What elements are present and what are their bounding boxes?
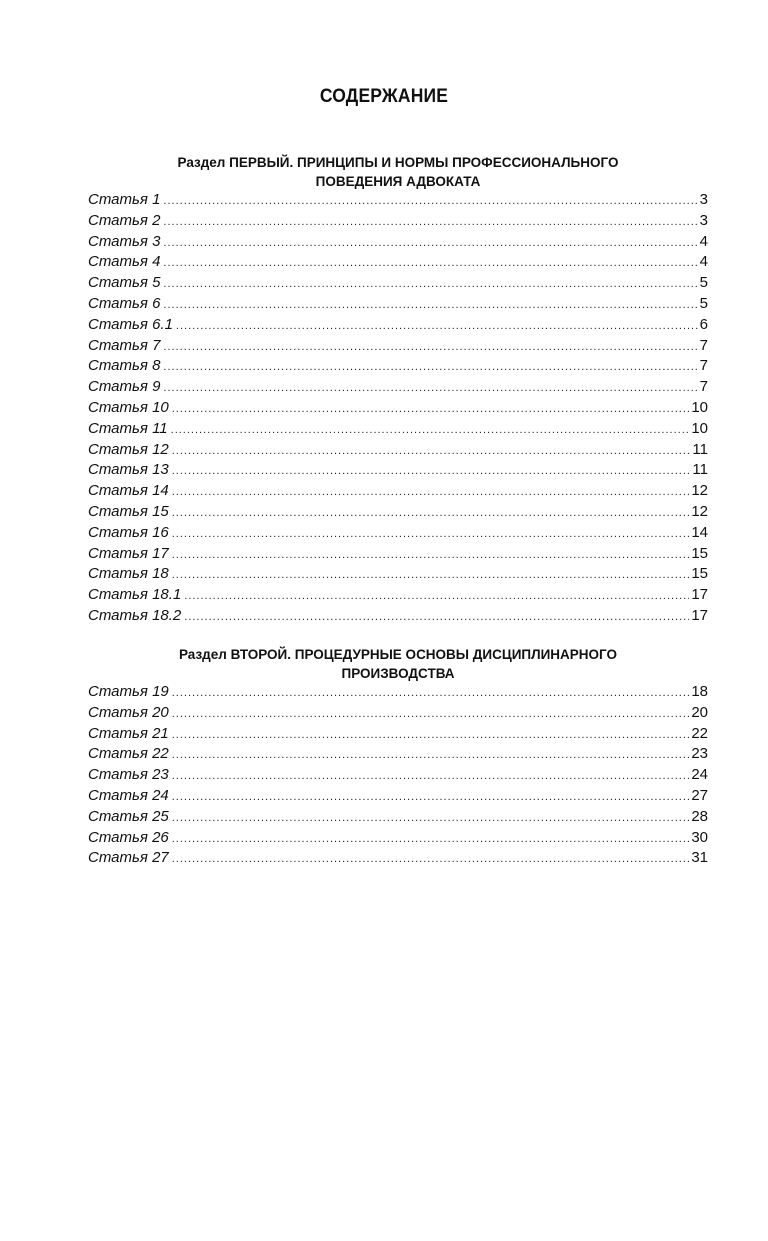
toc-entry <box>88 211 708 232</box>
toc-entry-label: Статья 22 <box>88 745 169 763</box>
toc-list-section-1 <box>88 190 708 627</box>
toc-entry <box>88 585 708 606</box>
dot-leader <box>172 683 690 704</box>
toc-entry-label: Статья 17 <box>88 544 169 562</box>
toc-entry-label: Статья 6 <box>88 294 161 312</box>
toc-entry-label: Статья 2 <box>88 211 161 229</box>
toc-entry-label: Статья 7 <box>88 336 161 354</box>
toc-entry-page-number: 28 <box>691 807 708 825</box>
toc-entry <box>88 765 708 786</box>
page-title: СОДЕРЖАНИЕ <box>319 86 449 107</box>
toc-entry-label: Статья 10 <box>88 398 169 416</box>
toc-entry <box>88 294 708 315</box>
toc-entry <box>88 419 708 440</box>
toc-entry-page-number: 31 <box>691 849 708 867</box>
dot-leader <box>171 420 690 441</box>
toc-entry-page-number: 12 <box>691 482 708 500</box>
dot-leader <box>172 565 690 586</box>
dot-leader <box>163 233 697 254</box>
toc-entry-page-number: 23 <box>691 745 708 763</box>
dot-leader <box>184 607 689 628</box>
toc-entry-page-number: 15 <box>691 544 708 562</box>
toc-entry-page-number: 7 <box>699 336 708 354</box>
toc-entry-label: Статья 26 <box>88 828 169 846</box>
dot-leader <box>172 725 690 746</box>
toc-entry-label: Статья 24 <box>88 786 169 804</box>
dot-leader <box>184 586 689 607</box>
toc-entry-label: Статья 6.1 <box>88 315 173 333</box>
toc-entry-label: Статья 18 <box>88 565 169 583</box>
toc-entry <box>88 336 708 357</box>
toc-entry-page-number: 11 <box>692 440 708 458</box>
toc-entry <box>88 502 708 523</box>
section-heading-line: Раздел ПЕРВЫЙ. ПРИНЦИПЫ И НОРМЫ ПРОФЕССИОНАЛЬНОГО <box>177 155 619 170</box>
toc-entry-label: Статья 1 <box>88 191 161 208</box>
section-heading-1 <box>150 153 646 191</box>
toc-entry-page-number: 12 <box>691 502 708 520</box>
toc-entry <box>88 273 708 294</box>
toc-entry <box>88 682 708 703</box>
toc-entry-page-number: 6 <box>699 315 708 333</box>
toc-entry-label: Статья 16 <box>88 523 169 541</box>
toc-entry <box>88 786 708 807</box>
toc-entry <box>88 377 708 398</box>
toc-entry-page-number: 17 <box>691 606 708 624</box>
toc-entry-label: Статья 12 <box>88 440 169 458</box>
dot-leader <box>172 399 690 420</box>
dot-leader <box>172 524 690 545</box>
toc-entry-label: Статья 3 <box>88 232 161 250</box>
toc-entry-page-number: 22 <box>691 724 708 742</box>
toc-entry <box>88 828 708 849</box>
toc-entry <box>88 398 708 419</box>
toc-entry-page-number: 27 <box>691 786 708 804</box>
toc-entry-label: Статья 15 <box>88 502 169 520</box>
toc-entry <box>88 544 708 565</box>
toc-entry <box>88 606 708 627</box>
toc-list-section-2 <box>88 682 708 869</box>
toc-entry-label: Статья 13 <box>88 461 169 479</box>
toc-entry-page-number: 11 <box>692 461 708 479</box>
toc-entry-label: Статья 18.1 <box>88 586 182 604</box>
toc-entry-label: Статья 20 <box>88 703 169 721</box>
toc-entry <box>88 481 708 502</box>
dot-leader <box>172 503 690 524</box>
dot-leader <box>172 461 691 482</box>
toc-entry <box>88 315 708 336</box>
toc-entry-label: Статья 5 <box>88 274 161 292</box>
toc-entry <box>88 523 708 544</box>
toc-entry-page-number: 17 <box>691 586 708 604</box>
toc-entry-page-number: 10 <box>691 398 708 416</box>
toc-entry-label: Статья 19 <box>88 683 169 700</box>
dot-leader <box>163 337 697 358</box>
toc-entry-label: Статья 18.2 <box>88 606 182 624</box>
toc-entry-page-number: 7 <box>699 378 708 396</box>
toc-entry-label: Статья 4 <box>88 253 161 271</box>
toc-entry-page-number: 15 <box>691 565 708 583</box>
toc-entry <box>88 848 708 869</box>
toc-entry-page-number: 4 <box>699 232 708 250</box>
dot-leader <box>163 295 697 316</box>
toc-entry <box>88 440 708 461</box>
dot-leader <box>163 357 697 378</box>
toc-entry <box>88 232 708 253</box>
toc-entry <box>88 356 708 377</box>
dot-leader <box>172 787 690 808</box>
dot-leader <box>172 745 690 766</box>
toc-entry-label: Статья 11 <box>88 419 168 437</box>
dot-leader <box>172 704 690 725</box>
toc-entry-page-number: 24 <box>691 766 708 784</box>
toc-entry <box>88 252 708 273</box>
toc-entry-label: Статья 25 <box>88 807 169 825</box>
toc-entry-page-number: 10 <box>691 419 708 437</box>
section-heading-line: Раздел ВТОРОЙ. ПРОЦЕДУРНЫЕ ОСНОВЫ ДИСЦИПЛИНАРНОГО <box>178 647 618 662</box>
toc-entry-label: Статья 21 <box>88 724 169 742</box>
toc-entry <box>88 724 708 745</box>
dot-leader <box>172 545 690 566</box>
toc-entry-page-number: 14 <box>691 523 708 541</box>
toc-entry-label: Статья 27 <box>88 849 169 867</box>
section-heading-line: ПРОИЗВОДСТВА <box>341 666 455 681</box>
toc-entry-page-number: 4 <box>699 253 708 271</box>
dot-leader <box>163 274 697 295</box>
toc-entry <box>88 190 708 211</box>
section-heading-2 <box>150 645 646 683</box>
toc-entry-page-number: 3 <box>699 211 708 229</box>
toc-entry <box>88 564 708 585</box>
toc-entry-page-number: 7 <box>699 357 708 375</box>
dot-leader <box>163 191 697 212</box>
toc-entry-page-number: 20 <box>691 703 708 721</box>
dot-leader <box>172 766 690 787</box>
dot-leader <box>163 378 697 399</box>
toc-entry-page-number: 30 <box>691 828 708 846</box>
toc-entry <box>88 460 708 481</box>
toc-entry-page-number: 18 <box>691 683 708 700</box>
dot-leader <box>172 482 690 503</box>
dot-leader <box>163 212 697 233</box>
toc-entry <box>88 807 708 828</box>
toc-entry-label: Статья 14 <box>88 482 169 500</box>
dot-leader <box>172 441 691 462</box>
dot-leader <box>176 316 698 337</box>
toc-entry-page-number: 5 <box>699 294 708 312</box>
section-heading-line: ПОВЕДЕНИЯ АДВОКАТА <box>315 174 481 189</box>
toc-entry-label: Статья 8 <box>88 357 161 375</box>
dot-leader <box>172 808 690 829</box>
dot-leader <box>163 253 697 274</box>
dot-leader <box>172 829 690 850</box>
toc-entry <box>88 744 708 765</box>
toc-entry-label: Статья 9 <box>88 378 161 396</box>
toc-entry <box>88 703 708 724</box>
toc-entry-label: Статья 23 <box>88 766 169 784</box>
toc-entry-page-number: 5 <box>699 274 708 292</box>
dot-leader <box>172 849 690 870</box>
toc-entry-page-number: 3 <box>699 191 708 208</box>
